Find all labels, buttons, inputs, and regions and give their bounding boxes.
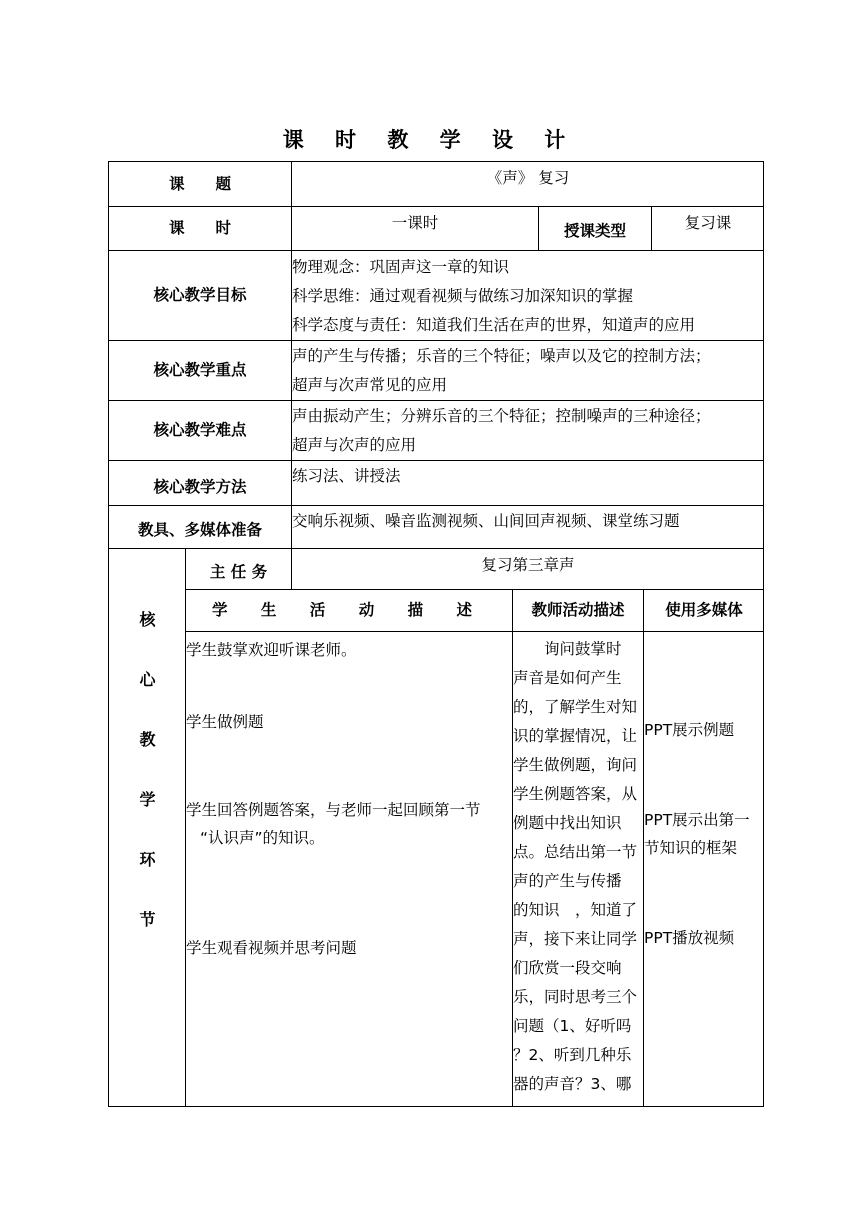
objectives-content [291,250,764,340]
media-prep-content: 交响乐视频、噪音监测视频、山间回声视频、课堂练习题 [291,505,764,548]
methods-content: 练习法、讲授法 [291,460,764,505]
student-activity: 学生回答例题答案，与老师一起回顾第一节 [186,801,481,819]
teacher-line: 的知识 ，知道了 [513,901,638,919]
side-char: 节 [139,910,156,929]
time-label-text: 课 时 [168,219,231,237]
teacher-line: 乐，同时思考三个 [513,988,638,1006]
side-char: 环 [139,850,156,869]
student-activities-cell [185,631,512,1107]
teacher-line: 声音是如何产生 [513,669,622,687]
keypoints-content [291,340,764,400]
difficulty-line: 超声与次声的应用 [292,436,417,454]
topic-value: 《声》 复习 [291,161,764,206]
teacher-line: 器的声音？3、哪 [513,1075,632,1093]
topic-label-text: 课 题 [168,174,231,193]
student-activity: “认识声”的知识。 [200,829,325,847]
teacher-line: 声的产生与传播 [513,872,622,890]
core-section-side [108,548,185,1107]
side-char: 核 [139,610,156,629]
media-item: 节知识的框架 [644,839,738,857]
time-value: 一课时 [291,206,538,250]
col-header-teacher: 教师活动描述 [512,589,643,631]
side-char: 学 [139,790,156,809]
teacher-line: 声，接下来让同学 [513,930,638,948]
objective-line: 科学态度与责任：知道我们生活在声的世界，知道声的应用 [292,316,696,334]
col-header-student: 学 生 活 动 描 述 [185,589,512,631]
student-activity: 学生观看视频并思考问题 [186,939,357,957]
type-label: 授课类型 [538,206,651,250]
media-item: PPT展示出第一 [644,811,750,829]
teacher-line: 的，了解学生对知 [513,698,638,716]
difficulties-label: 核心教学难点 [108,400,291,460]
keypoint-line: 超声与次声常见的应用 [292,376,448,394]
teacher-line: 询问鼓掌时 [513,640,622,658]
difficulties-content [291,400,764,460]
objective-line: 科学思维：通过观看视频与做练习加深知识的掌握 [292,287,634,305]
teacher-line: 识的掌握情况，让 [513,727,638,745]
teacher-line: 问题（1、好听吗 [513,1017,632,1035]
teacher-line: 例题中找出知识 [513,814,622,832]
keypoint-line: 声的产生与传播；乐音的三个特征；噪声以及它的控制方法； [292,347,711,365]
teacher-line: 们欣赏一段交响 [513,959,622,977]
difficulty-line: 声由振动产生；分辨乐音的三个特征；控制噪声的三种途径； [292,407,711,425]
teacher-line: ？2、听到几种乐 [513,1046,632,1064]
student-activity: 学生鼓掌欢迎听课老师。 [186,641,357,659]
time-label [108,206,291,250]
media-item: PPT展示例题 [644,721,735,739]
methods-label: 核心教学方法 [108,460,291,505]
media-item: PPT播放视频 [644,929,735,947]
col-header-media: 使用多媒体 [643,589,764,631]
objectives-label: 核心教学目标 [108,250,291,340]
teacher-line: 学生例题答案，从 [513,785,638,803]
media-prep-label: 教具、多媒体准备 [108,505,291,548]
teacher-line: 点。总结出第一节 [513,843,638,861]
objective-line: 物理观念：巩固声这一章的知识 [292,258,510,276]
topic-label [108,161,291,206]
keypoints-label: 核心教学重点 [108,340,291,400]
main-task-label: 主 任 务 [185,548,291,589]
teacher-line: 学生做例题，询问 [513,756,638,774]
side-char: 心 [139,670,156,689]
student-activity: 学生做例题 [186,713,264,731]
type-value: 复习课 [651,206,764,250]
media-cell [643,631,764,1107]
teacher-activities-cell [512,631,643,1107]
main-task-value: 复习第三章声 [291,548,764,589]
side-char: 教 [139,730,156,749]
page-title: 课 时 教 学 设 计 [282,128,578,152]
